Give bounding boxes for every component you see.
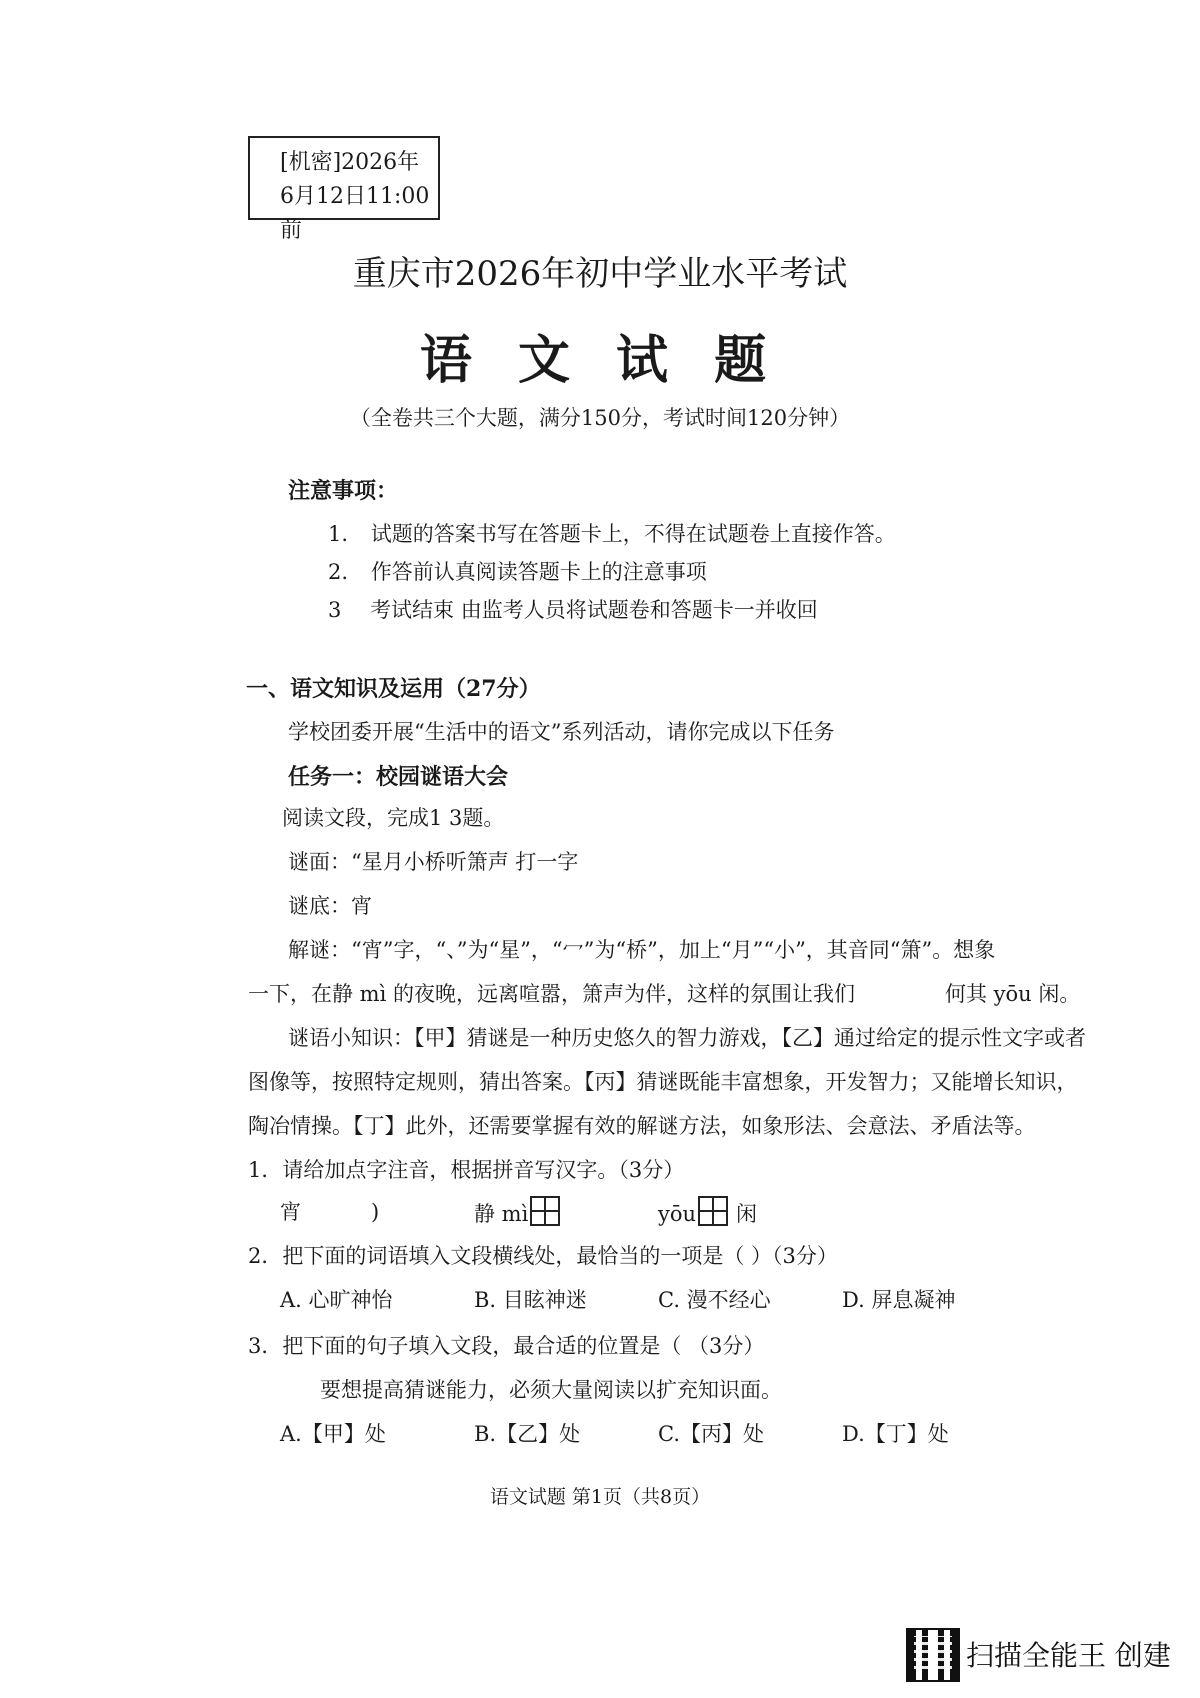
pinyin-paren: ) (371, 1200, 380, 1224)
notice-text: 考试结束 由监考人员将试题卷和答题卡一并收回 (370, 598, 818, 622)
question-2-option-a: A. 心旷神怡 (280, 1288, 393, 1312)
section-intro: 学校团委开展“生活中的语文”系列活动，请你完成以下任务 (288, 720, 835, 744)
confidential-box (248, 136, 440, 243)
question-2-option-b: B. 目眩神迷 (474, 1288, 587, 1312)
question-1-item-a (280, 1196, 379, 1226)
explain-text: 一下，在静 mì 的夜晚，远离喧嚣，箫声为伴，这样的氛围让我们 (248, 982, 855, 1006)
reading-instruction: 阅读文段，完成1 3题。 (282, 806, 505, 830)
subject-title: 语 文 试 题 (419, 330, 781, 391)
question-1-item-c (658, 1196, 757, 1228)
question-3-sentence: 要想提高猜谜能力，必须大量阅读以扩充知识面。 (320, 1378, 782, 1402)
question-2-option-c: C. 漫不经心 (658, 1288, 771, 1312)
notice-item-2 (328, 556, 707, 586)
scope-note: （全卷共三个大题，满分150分，考试时间120分钟） (349, 406, 851, 430)
confidential-line-1: [机密]2026年 (280, 150, 420, 175)
question-3-stem: 3．把下面的句子填入文段，最合适的位置是（ （3分） (248, 1334, 765, 1358)
writing-grid-icon (530, 1196, 560, 1226)
knowledge-line-2: 图像等，按照特定规则，猜出答案。【丙】猜谜既能丰富想象，开发智力；又能增长知识， (248, 1070, 1078, 1094)
question-2-stem: 2．把下面的词语填入文段横线处，最恰当的一项是（ ）（3分） (248, 1244, 838, 1268)
notice-item-3 (328, 594, 818, 624)
knowledge-line-3: 陶冶情操。【丁】此外，还需要掌握有效的解谜方法，如象形法、会意法、矛盾法等。 (248, 1114, 1036, 1138)
question-3-option-a: A.【甲】处 (280, 1422, 386, 1446)
question-1-stem: 1．请给加点字注音，根据拼音写汉字。（3分） (248, 1158, 685, 1182)
question-2-option-d: D. 屏息凝神 (842, 1288, 956, 1312)
qr-code-icon (908, 1630, 958, 1680)
pinyin-label: 静 mì (474, 1202, 529, 1226)
exam-name: 重庆市2026年初中学业水平考试 (352, 254, 848, 294)
notice-text: 试题的答案书写在答题卡上，不得在试题卷上直接作答。 (370, 522, 896, 546)
question-1-item-b (474, 1196, 562, 1228)
knowledge-line-1: 谜语小知识：【甲】猜谜是一种历史悠久的智力游戏，【乙】通过给定的提示性文字或者 (288, 1026, 1086, 1050)
confidential-line-2: 6月12日11:00前 (280, 184, 430, 243)
scanner-watermark: 扫描全能王 创建 (966, 1639, 1171, 1672)
word-suffix: 闲 (736, 1202, 758, 1226)
notice-text: 作答前认真阅读答题卡上的注意事项 (370, 560, 707, 584)
notice-heading: 注意事项： (288, 478, 399, 504)
notice-num: 3 (328, 598, 342, 622)
question-3-option-d: D.【丁】处 (842, 1422, 949, 1446)
task-title: 任务一：校园谜语大会 (288, 764, 509, 790)
writing-grid-icon (698, 1196, 728, 1226)
section-heading: 一、语文知识及运用（27分） (246, 676, 541, 702)
dotted-char: 宵 (280, 1200, 301, 1224)
riddle-answer: 谜底：宵 (288, 894, 372, 918)
notice-num: 1. (328, 522, 349, 546)
notice-item-1 (328, 518, 896, 548)
question-3-option-c: C.【丙】处 (658, 1422, 764, 1446)
pinyin-label: yōu (658, 1202, 697, 1226)
page-footer: 语文试题 第1页（共8页） (489, 1486, 711, 1508)
riddle-face: 谜面：“星月小桥听箫声 打一字 (288, 850, 579, 874)
question-3-option-b: B.【乙】处 (474, 1422, 581, 1446)
explain-text-end: 何其 yōu 闲。 (944, 982, 1081, 1006)
notice-num: 2. (328, 560, 349, 584)
riddle-explain-line-1: 解谜：“宵”字，“、”为“星”，“冖”为“桥”，加上“月”“小”，其音同“箫”。想象 (288, 938, 996, 962)
riddle-explain-line-2 (248, 978, 1080, 1008)
